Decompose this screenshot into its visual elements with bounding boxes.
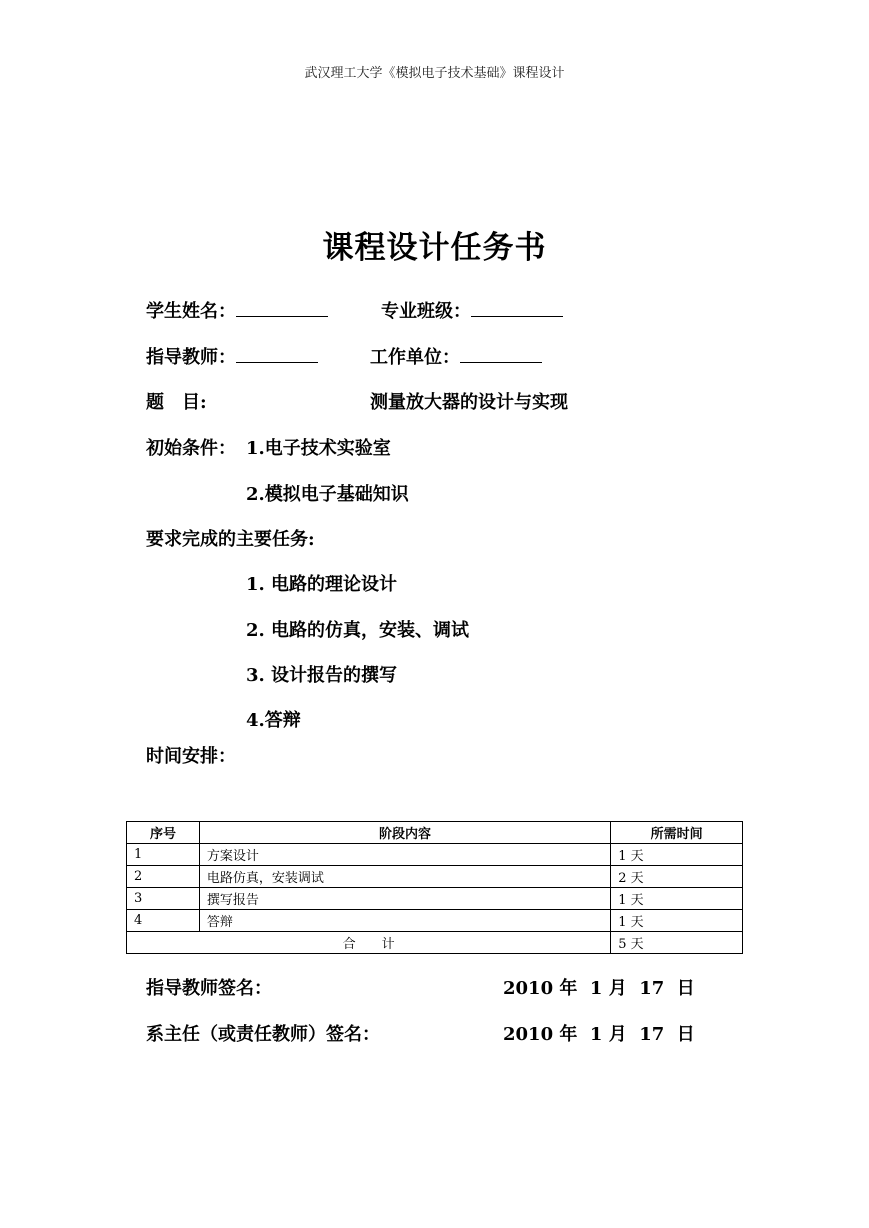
row-time: 2 天 (611, 866, 743, 888)
task-item: 2. 电路的仿真，安装、调试 (246, 620, 470, 641)
total-label: 合 计 (127, 932, 611, 954)
unit-blank[interactable] (460, 344, 542, 363)
class-field (381, 297, 563, 323)
table-row (127, 866, 743, 888)
task-item: 1. 电路的理论设计 (246, 574, 398, 595)
topic-value: 测量放大器的设计与实现 (370, 392, 568, 413)
task-item: 3. 设计报告的撰写 (246, 665, 398, 686)
header-cell-time: 所需时间 (611, 822, 743, 844)
tasks-label: 要求完成的主要任务: (146, 529, 315, 550)
table-total-row (127, 932, 743, 954)
advisor-signature-label: 指导教师签名： (146, 978, 272, 999)
student-name-label: 学生姓名： (146, 301, 236, 322)
schedule-label: 时间安排： (146, 746, 236, 767)
row-index: 1 (127, 844, 200, 866)
conditions-label: 初始条件： (146, 438, 236, 459)
table-row (127, 888, 743, 910)
row-index: 3 (127, 888, 200, 910)
unit-field (370, 343, 542, 369)
document-title: 课程设计任务书 (322, 230, 547, 266)
student-name-blank[interactable] (236, 298, 328, 317)
row-time: 1 天 (611, 888, 743, 910)
advisor-label: 指导教师： (146, 347, 236, 368)
table-row (127, 910, 743, 932)
page-header: 武汉理工大学《模拟电子技术基础》课程设计 (304, 66, 565, 81)
schedule-table (126, 821, 743, 954)
advisor-signature-date: 2010 年 1 月 17 日 (503, 978, 695, 999)
condition-item: 2.模拟电子基础知识 (246, 484, 409, 505)
row-index: 2 (127, 866, 200, 888)
unit-label: 工作单位： (370, 347, 460, 368)
director-signature-date: 2010 年 1 月 17 日 (503, 1024, 695, 1045)
table-header-row (127, 822, 743, 844)
advisor-blank[interactable] (236, 344, 318, 363)
topic-label: 题 目: (146, 392, 207, 413)
row-index: 4 (127, 910, 200, 932)
row-content: 撰写报告 (199, 888, 610, 910)
director-signature-label: 系主任（或责任教师）签名： (146, 1024, 380, 1045)
table-row (127, 844, 743, 866)
class-blank[interactable] (471, 298, 563, 317)
class-label: 专业班级： (381, 301, 471, 322)
student-name-field (146, 297, 328, 323)
row-content: 方案设计 (199, 844, 610, 866)
condition-item: 1.电子技术实验室 (246, 438, 391, 459)
row-time: 1 天 (611, 844, 743, 866)
header-cell-content: 阶段内容 (199, 822, 610, 844)
advisor-field (146, 343, 318, 369)
total-value: 5 天 (611, 932, 743, 954)
task-item: 4.答辩 (246, 710, 301, 731)
row-content: 答辩 (199, 910, 610, 932)
row-time: 1 天 (611, 910, 743, 932)
row-content: 电路仿真，安装调试 (199, 866, 610, 888)
header-cell-index: 序号 (127, 822, 200, 844)
